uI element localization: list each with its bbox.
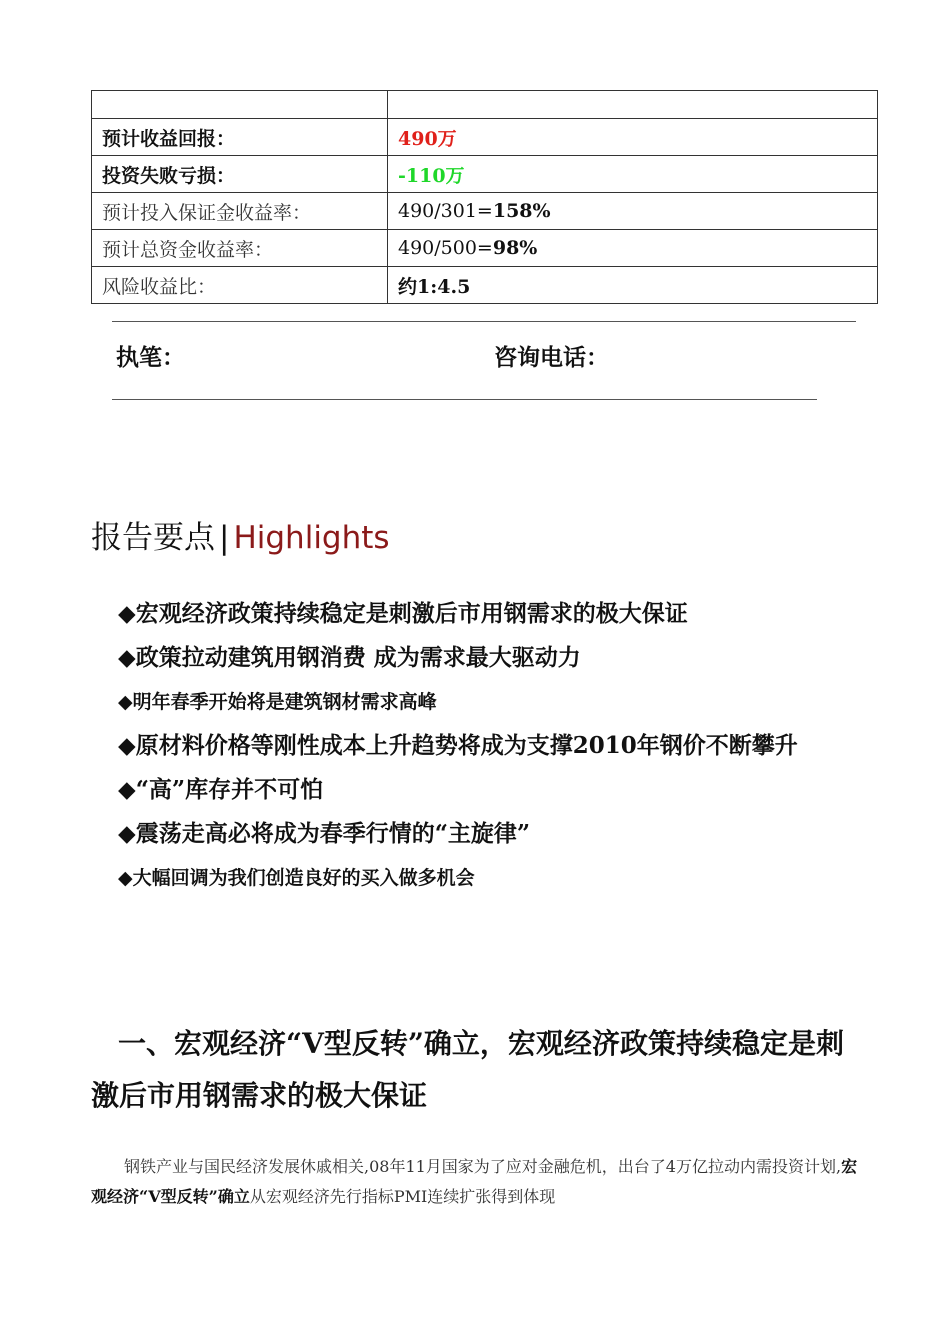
loss-label: 投资失败亏损： [92, 156, 388, 193]
paragraph-text-start: 钢铁产业与国民经济发展休戚相关,08年11月国家为了应对金融危机，出台了4万亿拉动内需投资计划, [124, 1157, 842, 1176]
margin-yield-label: 预计投入保证金收益率： [92, 193, 388, 230]
highlight-item: ◆“高”库存并不可怕 [118, 776, 324, 803]
table-row [92, 119, 878, 156]
section-heading: 一、宏观经济“V型反转”确立，宏观经济政策持续稳定是刺激后市用钢需求的极大保证 [91, 1027, 844, 1112]
total-yield-percent: 98% [492, 237, 538, 259]
table-row [92, 91, 878, 119]
expected-return-label: 预计收益回报： [92, 119, 388, 156]
loss-value: -110万 [388, 156, 878, 193]
risk-reward-label: 风险收益比： [92, 267, 388, 304]
margin-yield-value [388, 193, 878, 230]
table-row [92, 267, 878, 304]
table-cell-value [388, 91, 878, 119]
body-paragraph [91, 1152, 873, 1212]
highlight-item: ◆大幅回调为我们创造良好的买入做多机会 [118, 867, 475, 889]
highlight-item: ◆明年春季开始将是建筑钢材需求高峰 [118, 691, 437, 713]
highlight-item: ◆政策拉动建筑用钢消费 成为需求最大驱动力 [118, 644, 581, 671]
margin-yield-formula: 490/301= [398, 200, 493, 222]
phone-label: 咨询电话： [494, 344, 609, 371]
divider-bottom [112, 399, 817, 400]
author-label: 执笔： [116, 344, 185, 371]
paragraph-text-end: 从宏观经济先行指标PMI连续扩张得到体现 [249, 1187, 556, 1206]
paragraph-text-bold: 宏观经济“V型反转”确立 [91, 1157, 858, 1206]
highlights-title-zh: 报告要点 [91, 520, 215, 556]
highlights-title [91, 512, 390, 557]
table-row [92, 230, 878, 267]
total-yield-label: 预计总资金收益率： [92, 230, 388, 267]
margin-yield-percent: 158% [492, 200, 551, 222]
table-cell-label [92, 91, 388, 119]
highlight-item: ◆原材料价格等刚性成本上升趋势将成为支撑2010年钢价不断攀升 [118, 732, 798, 759]
highlight-item: ◆宏观经济政策持续稳定是刺激后市用钢需求的极大保证 [118, 600, 688, 627]
total-yield-formula: 490/500= [398, 237, 493, 259]
divider-top [112, 321, 856, 322]
highlights-title-en: Highlights [233, 520, 390, 556]
expected-return-value: 490万 [388, 119, 878, 156]
investment-metrics-table [91, 90, 878, 304]
risk-reward-value: 约1:4.5 [388, 267, 878, 304]
highlight-item: ◆震荡走高必将成为春季行情的“主旋律” [118, 820, 531, 847]
total-yield-value [388, 230, 878, 267]
table-row [92, 156, 878, 193]
highlights-separator: | [219, 520, 230, 556]
highlights-list [91, 592, 866, 900]
table-row [92, 193, 878, 230]
